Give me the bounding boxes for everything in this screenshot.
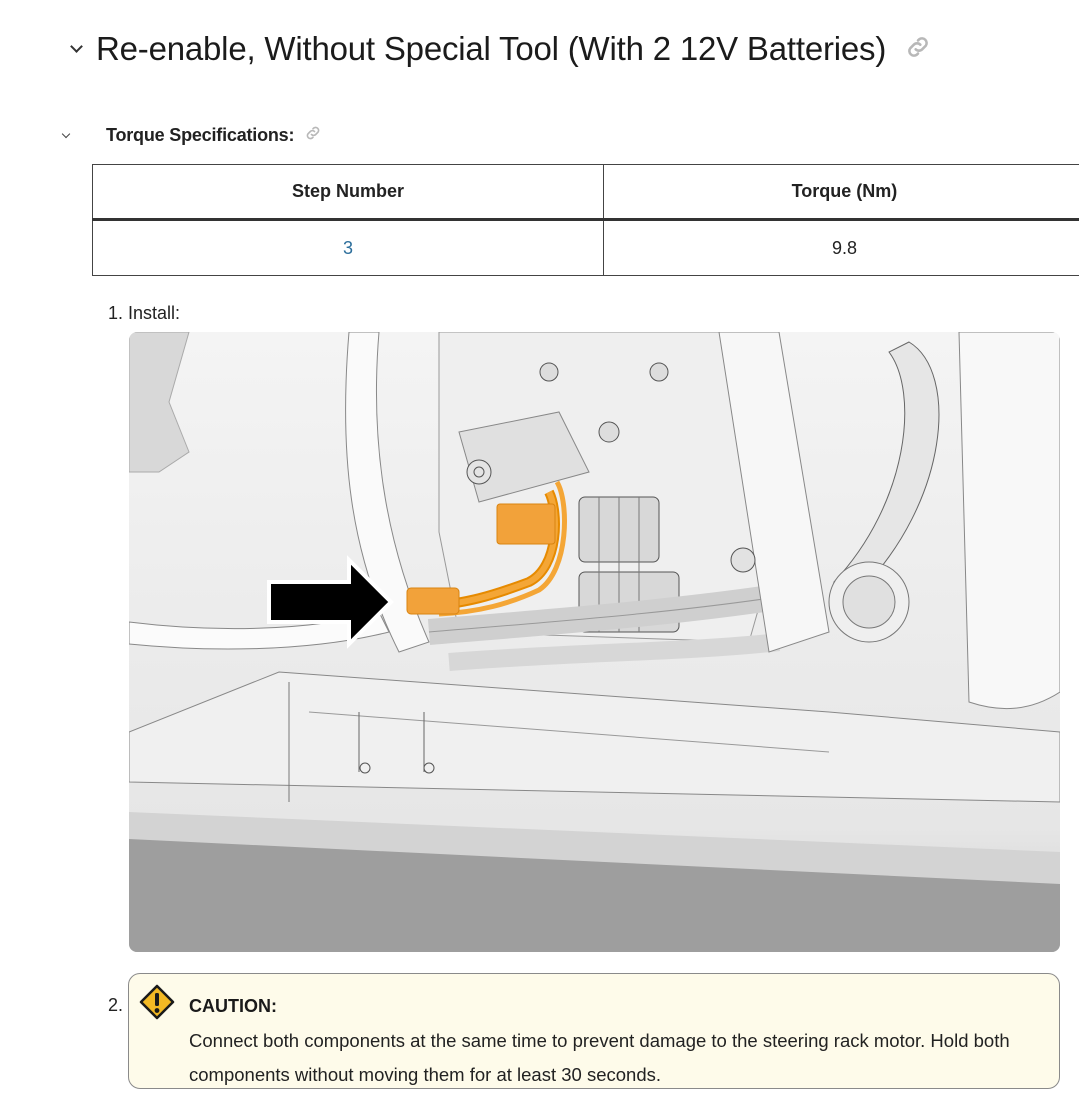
step-cell <box>93 220 604 276</box>
torque-cell: 9.8 <box>603 220 1079 276</box>
column-header-torque: Torque (Nm) <box>603 165 1079 220</box>
step-number: 2. <box>108 995 124 1015</box>
section-title: Torque Specifications: <box>106 125 295 145</box>
table-row <box>93 220 1079 276</box>
chevron-down-icon[interactable] <box>62 131 72 141</box>
step-number: 1. <box>108 303 124 323</box>
torque-section-header <box>62 124 322 147</box>
caution-box <box>128 973 1060 1089</box>
link-icon[interactable] <box>304 124 322 147</box>
page-title: Re-enable, Without Special Tool (With 2 12V Batteries) <box>96 30 887 67</box>
step-2-label <box>108 995 123 1016</box>
install-illustration <box>129 332 1060 952</box>
link-icon[interactable] <box>904 33 932 66</box>
step-text: Install: <box>128 303 181 323</box>
table-header-row <box>93 165 1079 220</box>
caution-text: Connect both components at the same time to prevent damage to the steering rack motor. Hold both components without moving them for at least 30 seconds. <box>189 1030 1010 1085</box>
column-header-step: Step Number <box>93 165 604 220</box>
step-link[interactable]: 3 <box>342 237 353 258</box>
caution-title: CAUTION: <box>189 996 277 1016</box>
warning-diamond-icon <box>139 984 175 1025</box>
chevron-down-icon[interactable] <box>70 42 84 56</box>
torque-spec-table <box>92 164 1079 276</box>
step-1-label <box>108 303 180 324</box>
procedure-header <box>70 30 932 68</box>
